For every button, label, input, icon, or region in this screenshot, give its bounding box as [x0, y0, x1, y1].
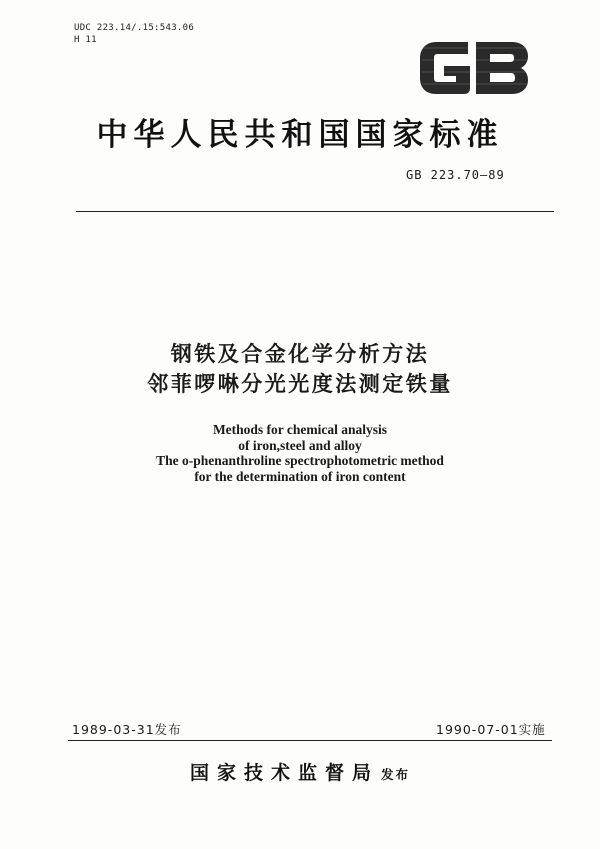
chinese-title-line-2: 邻菲啰啉分光光度法测定铁量	[147, 372, 453, 396]
issuer-block	[0, 758, 600, 785]
english-title-line: Methods for chemical analysis	[212, 422, 388, 437]
udc-code: UDC 223.14/.15:543.06	[74, 23, 195, 33]
standard-number: GB 223.70—89	[406, 168, 505, 182]
gb-logo	[418, 38, 530, 98]
english-title-line: for the determination of iron content	[194, 468, 406, 484]
bottom-divider	[68, 740, 552, 741]
issuer-suffix: 发布	[381, 767, 411, 782]
issue-date: 1989-03-31发布	[72, 722, 182, 737]
english-title	[0, 422, 600, 484]
chinese-title-line-1: 钢铁及合金化学分析方法	[170, 342, 430, 366]
implementation-date: 1990-07-01实施	[436, 722, 546, 737]
classification-codes	[74, 22, 194, 46]
national-standard-heading: 中华人民共和国国家标准	[96, 117, 504, 153]
english-title-line: The o-phenanthroline spectrophotometric method	[156, 453, 444, 468]
category-code: H 11	[74, 35, 97, 45]
issuer-name: 国家技术监督局	[189, 762, 379, 784]
english-title-line: of iron,steel and alloy	[238, 437, 362, 453]
top-divider	[76, 211, 554, 212]
